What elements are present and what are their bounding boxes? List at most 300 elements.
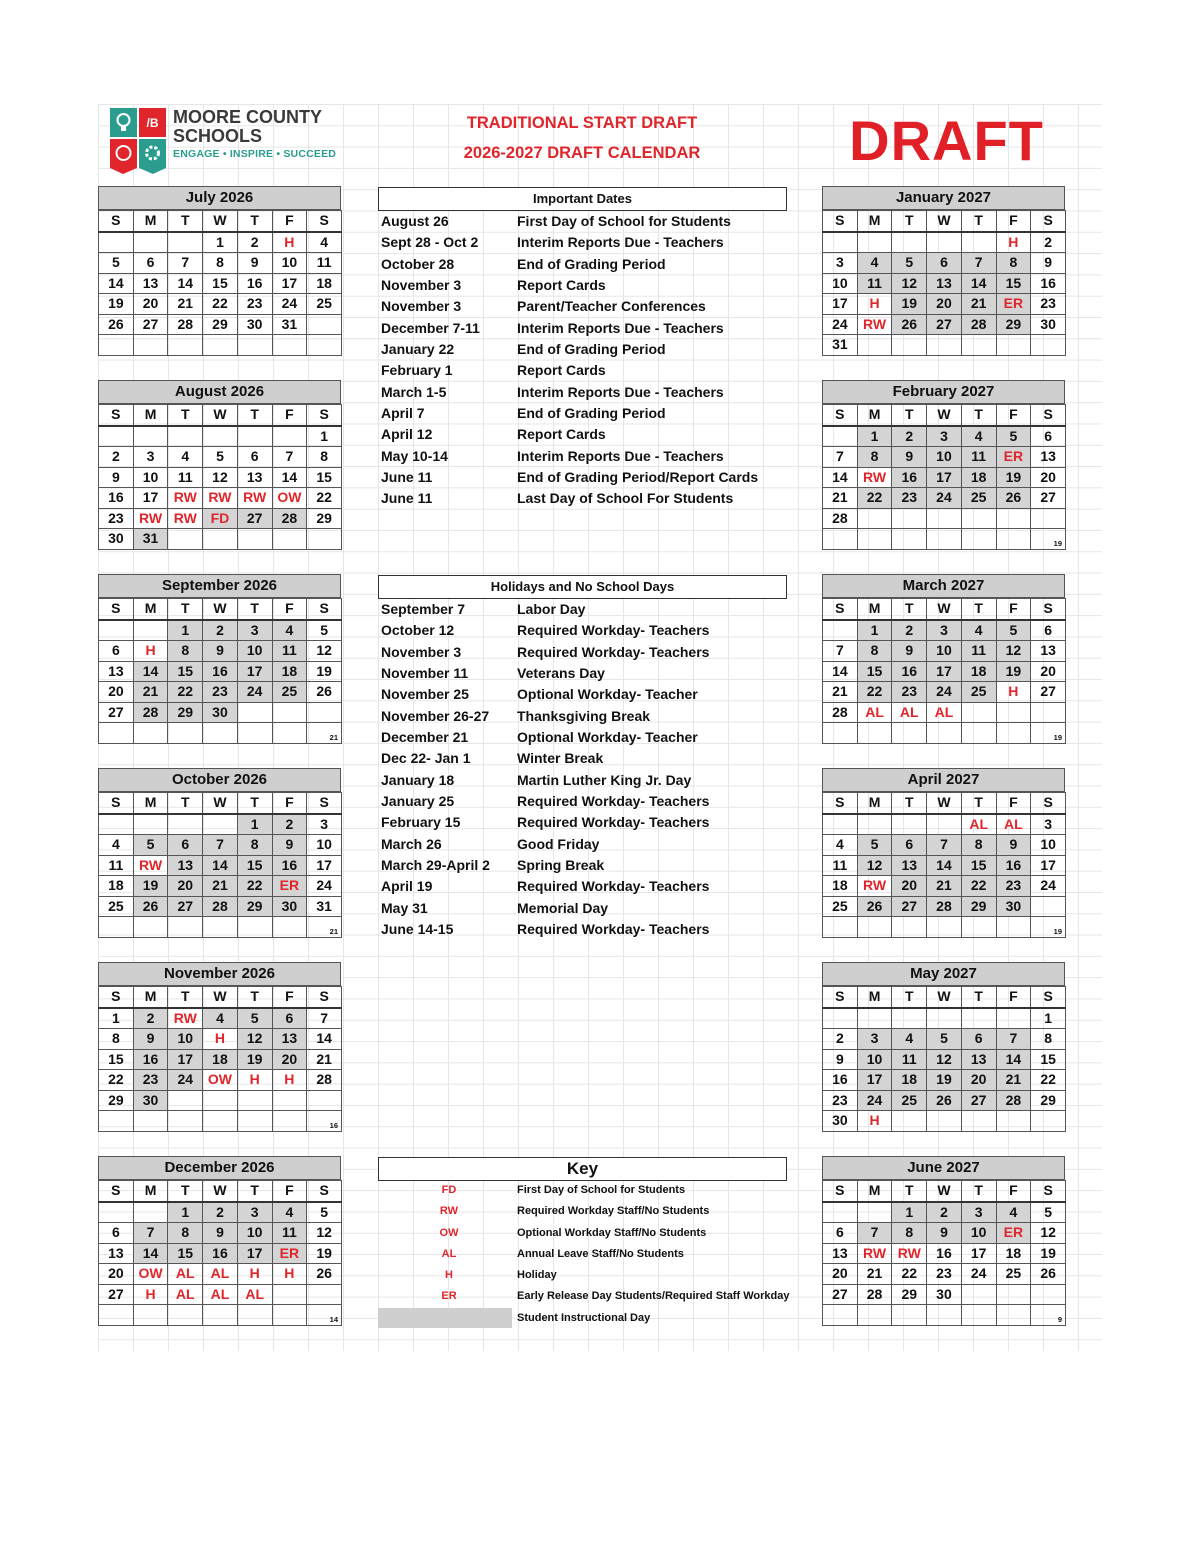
day-of-week-label: M <box>133 211 168 232</box>
empty-cell <box>307 702 342 723</box>
week-row <box>99 253 342 274</box>
day-cell: 17 <box>961 1243 996 1264</box>
day-cell: 19 <box>927 1070 962 1091</box>
key-code: FD <box>441 1184 457 1196</box>
event-date: December 21 <box>381 729 469 746</box>
day-cell: 16 <box>237 273 272 294</box>
day-cell: 4 <box>203 1008 238 1029</box>
day-cell: 4 <box>272 1202 307 1223</box>
day-cell: ER <box>996 1223 1031 1244</box>
day-of-week-label: M <box>857 405 892 426</box>
month-title: August 2026 <box>98 380 341 404</box>
day-cell: AL <box>203 1284 238 1305</box>
day-cell: 15 <box>996 273 1031 294</box>
day-cell: 28 <box>203 896 238 917</box>
day-of-week-label: S <box>99 599 134 620</box>
holidays-header: Holidays and No School Days <box>378 575 787 599</box>
day-of-week-label: S <box>307 1181 342 1202</box>
empty-cell <box>168 917 203 938</box>
day-cell: 28 <box>307 1070 342 1091</box>
event-date: March 29-April 2 <box>381 857 490 874</box>
empty-cell <box>857 1008 892 1029</box>
day-of-week-label: F <box>272 1181 307 1202</box>
week-row <box>99 1284 342 1305</box>
day-of-week-label: S <box>1031 405 1066 426</box>
event-date: May 31 <box>381 899 428 916</box>
week-row <box>823 1090 1066 1111</box>
day-cell: 24 <box>823 314 858 335</box>
day-of-week-label: S <box>307 211 342 232</box>
month-title: January 2027 <box>822 186 1065 210</box>
empty-cell <box>996 917 1031 938</box>
day-cell: 3 <box>857 1029 892 1050</box>
event-date: October 12 <box>381 622 455 639</box>
event-date: April 7 <box>381 405 425 422</box>
day-of-week-label: F <box>272 987 307 1008</box>
day-cell: 30 <box>203 702 238 723</box>
day-cell: 20 <box>99 1264 134 1285</box>
day-cell: RW <box>168 488 203 509</box>
week-row <box>99 620 342 641</box>
day-cell: 7 <box>168 253 203 274</box>
day-of-week-label: F <box>996 1181 1031 1202</box>
event-description: Veterans Day <box>517 665 605 682</box>
empty-cell <box>133 335 168 356</box>
instructional-day-swatch <box>378 1308 512 1328</box>
day-cell: H <box>996 232 1031 253</box>
day-cell: 23 <box>996 876 1031 897</box>
week-row <box>99 855 342 876</box>
day-cell: 17 <box>927 661 962 682</box>
day-cell: 19 <box>133 876 168 897</box>
day-cell: FD <box>203 508 238 529</box>
week-row <box>99 1264 342 1285</box>
instructional-day-count: 14 <box>307 1305 342 1326</box>
day-cell: 6 <box>823 1223 858 1244</box>
day-cell: 21 <box>168 294 203 315</box>
day-cell: RW <box>168 1008 203 1029</box>
day-cell: 21 <box>307 1049 342 1070</box>
day-cell: 18 <box>823 876 858 897</box>
empty-cell <box>823 232 858 253</box>
empty-cell <box>1031 1284 1066 1305</box>
day-cell: 30 <box>99 529 134 550</box>
month-april-2027 <box>822 768 1065 938</box>
empty-cell <box>927 814 962 835</box>
day-of-week-label: S <box>1031 987 1066 1008</box>
day-cell: 11 <box>823 855 858 876</box>
empty-cell <box>892 335 927 356</box>
event-description: Required Workday- Teachers <box>517 643 710 660</box>
empty-cell <box>823 529 858 550</box>
day-cell: 18 <box>996 1243 1031 1264</box>
day-of-week-label: S <box>99 793 134 814</box>
day-cell: 10 <box>272 253 307 274</box>
day-cell: 15 <box>307 467 342 488</box>
day-cell: 27 <box>99 702 134 723</box>
day-cell: 23 <box>1031 294 1066 315</box>
day-cell: 13 <box>237 467 272 488</box>
empty-cell <box>99 1111 134 1132</box>
day-of-week-label: F <box>996 211 1031 232</box>
empty-cell <box>168 1111 203 1132</box>
key-description: First Day of School for Students <box>517 1184 686 1196</box>
day-cell: 18 <box>961 661 996 682</box>
empty-cell <box>307 1284 342 1305</box>
day-cell: 22 <box>307 488 342 509</box>
week-row <box>823 426 1066 447</box>
empty-cell <box>1031 335 1066 356</box>
empty-cell <box>996 702 1031 723</box>
instructional-day-count: 16 <box>307 1111 342 1132</box>
day-cell: 9 <box>892 641 927 662</box>
day-cell: 13 <box>133 273 168 294</box>
day-of-week-label: T <box>892 211 927 232</box>
day-cell: H <box>857 294 892 315</box>
day-of-week-label: S <box>307 793 342 814</box>
month-grid <box>98 598 342 744</box>
week-row <box>99 814 342 835</box>
day-cell: 9 <box>927 1223 962 1244</box>
day-cell: 3 <box>307 814 342 835</box>
empty-cell <box>1031 1111 1066 1132</box>
day-cell: 20 <box>1031 467 1066 488</box>
day-cell: 10 <box>857 1049 892 1070</box>
empty-cell <box>823 814 858 835</box>
week-row <box>823 1243 1066 1264</box>
empty-cell <box>168 814 203 835</box>
day-of-week-label: M <box>133 1181 168 1202</box>
empty-cell <box>168 1305 203 1326</box>
empty-cell <box>857 1202 892 1223</box>
day-cell: 15 <box>1031 1049 1066 1070</box>
day-cell: 5 <box>857 835 892 856</box>
day-cell: 9 <box>99 467 134 488</box>
week-row <box>99 1111 342 1132</box>
day-cell: 3 <box>823 253 858 274</box>
day-of-week-label: W <box>927 405 962 426</box>
day-cell: 6 <box>99 641 134 662</box>
event-date: February 1 <box>381 362 453 379</box>
event-description: Good Friday <box>517 835 600 852</box>
day-cell: 28 <box>927 896 962 917</box>
day-cell: 1 <box>99 1008 134 1029</box>
important-date-row <box>381 403 781 424</box>
day-of-week-label: W <box>927 987 962 1008</box>
event-description: Memorial Day <box>517 899 609 916</box>
day-cell: 25 <box>823 896 858 917</box>
day-cell: 20 <box>168 876 203 897</box>
empty-cell <box>307 335 342 356</box>
week-row <box>99 314 342 335</box>
key-row <box>381 1286 790 1307</box>
day-cell: 14 <box>961 273 996 294</box>
key-row <box>381 1180 781 1201</box>
day-cell: 18 <box>307 273 342 294</box>
empty-cell <box>961 529 996 550</box>
day-of-week-label: T <box>237 793 272 814</box>
key-description: Early Release Day Students/Required Staff Workday <box>517 1290 790 1303</box>
empty-cell <box>133 917 168 938</box>
day-cell: 10 <box>133 467 168 488</box>
day-cell: 11 <box>272 1223 307 1244</box>
day-cell: 24 <box>168 1070 203 1091</box>
key-description: Annual Leave Staff/No Students <box>517 1247 684 1260</box>
day-cell: 4 <box>961 426 996 447</box>
day-cell: 20 <box>927 294 962 315</box>
day-of-week-label: T <box>892 793 927 814</box>
month-october-2026 <box>98 768 341 938</box>
day-of-week-label: W <box>203 211 238 232</box>
empty-cell <box>133 723 168 744</box>
day-cell: 5 <box>892 253 927 274</box>
day-cell: 28 <box>996 1090 1031 1111</box>
day-cell: RW <box>857 467 892 488</box>
empty-cell <box>272 723 307 744</box>
day-cell: 2 <box>99 447 134 468</box>
day-of-week-label: F <box>272 405 307 426</box>
day-cell: 22 <box>168 682 203 703</box>
day-cell: 11 <box>892 1049 927 1070</box>
day-cell: 3 <box>927 426 962 447</box>
week-row <box>823 1305 1066 1326</box>
day-of-week-label: T <box>168 405 203 426</box>
month-title: September 2026 <box>98 574 341 598</box>
day-cell: 18 <box>961 467 996 488</box>
holiday-row <box>381 684 781 705</box>
day-of-week-label: T <box>961 405 996 426</box>
day-cell: 15 <box>168 1243 203 1264</box>
day-cell: 26 <box>307 1264 342 1285</box>
empty-cell <box>892 529 927 550</box>
day-cell: 8 <box>1031 1029 1066 1050</box>
week-row <box>99 1305 342 1326</box>
day-cell: 2 <box>272 814 307 835</box>
empty-cell <box>996 723 1031 744</box>
day-cell: 16 <box>996 855 1031 876</box>
empty-cell <box>272 426 307 447</box>
day-cell: 8 <box>237 835 272 856</box>
day-cell: 22 <box>857 682 892 703</box>
day-cell: H <box>237 1264 272 1285</box>
day-cell: 2 <box>203 1202 238 1223</box>
empty-cell <box>1031 896 1066 917</box>
empty-cell <box>1031 508 1066 529</box>
day-cell: 19 <box>996 467 1031 488</box>
day-cell: 20 <box>892 876 927 897</box>
day-cell: 16 <box>272 855 307 876</box>
day-cell: 10 <box>168 1029 203 1050</box>
day-cell: 13 <box>1031 641 1066 662</box>
empty-cell <box>203 814 238 835</box>
empty-cell <box>99 1305 134 1326</box>
empty-cell <box>272 917 307 938</box>
week-row <box>99 682 342 703</box>
week-row <box>823 1049 1066 1070</box>
empty-cell <box>168 529 203 550</box>
empty-cell <box>927 723 962 744</box>
day-cell: 30 <box>133 1090 168 1111</box>
day-cell: 17 <box>857 1070 892 1091</box>
empty-cell <box>823 723 858 744</box>
day-cell: 28 <box>961 314 996 335</box>
day-cell: 10 <box>237 641 272 662</box>
empty-cell <box>996 1111 1031 1132</box>
empty-cell <box>237 723 272 744</box>
day-cell: 24 <box>927 682 962 703</box>
empty-cell <box>857 723 892 744</box>
day-cell: 10 <box>927 447 962 468</box>
day-cell: 7 <box>133 1223 168 1244</box>
day-cell: 17 <box>237 1243 272 1264</box>
empty-cell <box>99 232 134 253</box>
empty-cell <box>892 917 927 938</box>
day-cell: 25 <box>99 896 134 917</box>
day-cell: 13 <box>272 1029 307 1050</box>
day-of-week-label: F <box>272 793 307 814</box>
day-cell: RW <box>857 1243 892 1264</box>
week-row <box>823 1264 1066 1285</box>
empty-cell <box>1031 702 1066 723</box>
key-row <box>381 1201 781 1222</box>
day-cell: 29 <box>203 314 238 335</box>
day-cell: 31 <box>307 896 342 917</box>
day-cell: 7 <box>823 447 858 468</box>
day-cell: 11 <box>99 855 134 876</box>
event-description: End of Grading Period/Report Cards <box>517 469 759 486</box>
empty-cell <box>203 1111 238 1132</box>
important-date-row <box>381 275 781 296</box>
day-cell: 5 <box>203 447 238 468</box>
month-title: March 2027 <box>822 574 1065 598</box>
day-cell: 19 <box>307 661 342 682</box>
day-cell: 9 <box>237 253 272 274</box>
instructional-day-count: 19 <box>1031 529 1066 550</box>
empty-cell <box>961 917 996 938</box>
day-cell: 3 <box>237 1202 272 1223</box>
calendar-title <box>378 108 786 168</box>
day-cell: AL <box>857 702 892 723</box>
day-of-week-label: T <box>168 211 203 232</box>
empty-cell <box>237 335 272 356</box>
empty-cell <box>961 1305 996 1326</box>
event-description: Martin Luther King Jr. Day <box>517 771 692 788</box>
event-date: November 3 <box>381 298 462 315</box>
empty-cell <box>961 1008 996 1029</box>
event-date: February 15 <box>381 814 461 831</box>
empty-cell <box>892 1305 927 1326</box>
day-cell: 13 <box>99 1243 134 1264</box>
day-cell: 6 <box>892 835 927 856</box>
empty-cell <box>272 1090 307 1111</box>
day-cell: 14 <box>823 467 858 488</box>
day-cell: 9 <box>272 835 307 856</box>
week-row <box>823 1284 1066 1305</box>
day-of-week-label: T <box>168 1181 203 1202</box>
month-title: May 2027 <box>822 962 1065 986</box>
day-cell: 29 <box>307 508 342 529</box>
day-cell: 24 <box>307 876 342 897</box>
event-date: November 25 <box>381 686 469 703</box>
day-cell: RW <box>133 855 168 876</box>
week-row <box>823 335 1066 356</box>
day-cell: 12 <box>307 641 342 662</box>
day-cell: 31 <box>823 335 858 356</box>
week-row <box>99 876 342 897</box>
week-row <box>99 508 342 529</box>
day-cell: 6 <box>237 447 272 468</box>
holiday-row <box>381 727 781 748</box>
event-description: Spring Break <box>517 857 605 874</box>
day-cell: OW <box>272 488 307 509</box>
day-cell: 19 <box>237 1049 272 1070</box>
event-description: Report Cards <box>517 426 606 443</box>
day-cell: H <box>272 1070 307 1091</box>
event-date: June 11 <box>381 490 433 507</box>
holiday-row <box>381 748 781 769</box>
day-of-week-label: W <box>927 599 962 620</box>
day-cell: 4 <box>168 447 203 468</box>
event-date: Dec 22- Jan 1 <box>381 750 471 767</box>
day-cell: 29 <box>961 896 996 917</box>
day-cell: 2 <box>1031 232 1066 253</box>
empty-cell <box>927 1111 962 1132</box>
day-cell: 21 <box>857 1264 892 1285</box>
day-cell: 6 <box>272 1008 307 1029</box>
holiday-row <box>381 812 781 833</box>
day-cell: 14 <box>168 273 203 294</box>
day-of-week-label: T <box>961 599 996 620</box>
day-cell: 15 <box>237 855 272 876</box>
empty-cell <box>892 508 927 529</box>
empty-cell <box>237 1090 272 1111</box>
day-cell: 29 <box>168 702 203 723</box>
empty-cell <box>133 232 168 253</box>
day-cell: 20 <box>133 294 168 315</box>
month-grid <box>822 598 1066 744</box>
important-date-row <box>381 232 781 253</box>
day-of-week-label: M <box>857 987 892 1008</box>
event-description: Interim Reports Due - Teachers <box>517 234 724 251</box>
day-of-week-label: S <box>307 599 342 620</box>
day-cell: 26 <box>99 314 134 335</box>
day-cell: 12 <box>996 641 1031 662</box>
empty-cell <box>996 1284 1031 1305</box>
empty-cell <box>203 335 238 356</box>
empty-cell <box>823 426 858 447</box>
month-title: December 2026 <box>98 1156 341 1180</box>
day-cell: 16 <box>927 1243 962 1264</box>
empty-cell <box>927 917 962 938</box>
week-row <box>823 855 1066 876</box>
day-cell: 30 <box>272 896 307 917</box>
key-header: Key <box>378 1157 787 1181</box>
empty-cell <box>961 723 996 744</box>
event-description: Thanksgiving Break <box>517 707 651 724</box>
day-of-week-label: W <box>927 1181 962 1202</box>
event-date: September 7 <box>381 601 466 617</box>
day-cell: 5 <box>1031 1202 1066 1223</box>
day-cell: 10 <box>237 1223 272 1244</box>
day-of-week-label: W <box>203 793 238 814</box>
day-cell: 24 <box>961 1264 996 1285</box>
empty-cell <box>272 335 307 356</box>
svg-text:/B: /B <box>146 116 159 130</box>
empty-cell <box>927 529 962 550</box>
important-date-row <box>381 296 781 317</box>
day-cell: 15 <box>857 661 892 682</box>
empty-cell <box>307 529 342 550</box>
